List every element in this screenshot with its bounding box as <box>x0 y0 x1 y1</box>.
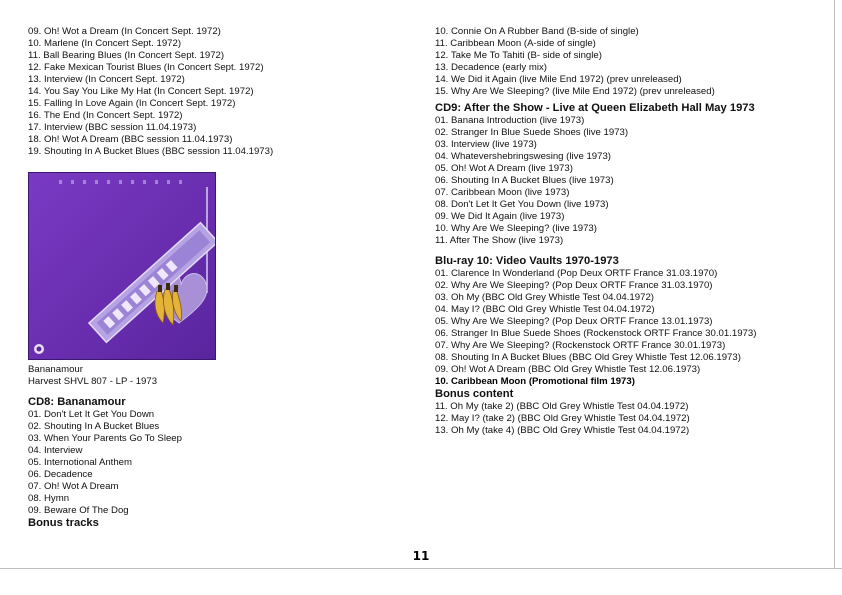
track-line: 08. Hymn <box>28 493 70 504</box>
album-cover-art <box>29 173 215 359</box>
track-line: 12. Take Me To Tahiti (B- side of single) <box>435 50 602 61</box>
right-column <box>435 26 830 437</box>
track-line: 01. Banana Introduction (live 1973) <box>435 115 585 126</box>
track-line: 12. May I? (take 2) (BBC Old Grey Whistle Test 04.04.1972) <box>435 413 690 424</box>
track-line: 08. Shouting In A Bucket Blues (BBC Old Grey Whistle Test 12.06.1973) <box>435 352 741 363</box>
track-line: 11. Ball Bearing Blues (In Concert Sept. 1972) <box>28 50 225 61</box>
track-line: 02. Shouting In A Bucket Blues <box>28 421 160 432</box>
track-line: 11. Oh My (take 2) (BBC Old Grey Whistle Test 04.04.1972) <box>435 401 689 412</box>
track-line: 13. Oh My (take 4) (BBC Old Grey Whistle Test 04.04.1972) <box>435 425 690 436</box>
track-line: 09. Oh! Wot A Dream (BBC Old Grey Whistle Test 12.06.1973) <box>435 364 701 375</box>
track-line: 09. Oh! Wot a Dream (In Concert Sept. 1972) <box>28 26 221 37</box>
album-cover-image <box>28 172 216 360</box>
track-line: 01. Clarence In Wonderland (Pop Deux ORTF France 31.03.1970) <box>435 268 718 279</box>
track-line: 03. Interview (live 1973) <box>435 139 537 150</box>
spacer <box>28 388 408 396</box>
track-line: 10. Caribbean Moon (Promotional film 1973) <box>435 376 635 387</box>
track-line: 07. Oh! Wot A Dream <box>28 481 119 492</box>
track-line: 11. Caribbean Moon (A-side of single) <box>435 38 596 49</box>
track-line: 14. You Say You Like My Hat (In Concert Sept. 1972) <box>28 86 254 97</box>
bluray10-bonus-heading: Bonus content <box>435 388 514 400</box>
right-top-tracklist <box>435 26 830 98</box>
track-line: 05. Why Are We Sleeping? (Pop Deux ORTF France 13.01.1973) <box>435 316 713 327</box>
track-line: 06. Stranger In Blue Suede Shoes (Rockenstock ORTF France 30.01.1973) <box>435 328 757 339</box>
track-line: 11. After The Show (live 1973) <box>435 235 564 246</box>
track-line: 04. Whatevershebringswesing (live 1973) <box>435 151 611 162</box>
track-line: 17. Interview (BBC session 11.04.1973) <box>28 122 197 133</box>
page-number: 11 <box>412 549 430 563</box>
track-line: 12. Fake Mexican Tourist Blues (In Concert Sept. 1972) <box>28 62 264 73</box>
track-line: 19. Shouting In A Bucket Blues (BBC session 11.04.1973) <box>28 146 274 157</box>
track-line: 14. We Did it Again (live Mile End 1972) (prev unreleased) <box>435 74 682 85</box>
track-line: 07. Caribbean Moon (live 1973) <box>435 187 570 198</box>
track-line: 02. Why Are We Sleeping? (Pop Deux ORTF France 31.03.1970) <box>435 280 713 291</box>
track-line: 10. Marlene (In Concert Sept. 1972) <box>28 38 182 49</box>
track-line: 06. Decadence <box>28 469 93 480</box>
cd8-bonus-heading: Bonus tracks <box>28 517 99 529</box>
track-line: 13. Interview (In Concert Sept. 1972) <box>28 74 185 85</box>
track-line: 06. Shouting In A Bucket Blues (live 1973) <box>435 175 614 186</box>
left-column <box>28 26 408 530</box>
track-line: 03. Oh My (BBC Old Grey Whistle Test 04.04.1972) <box>435 292 654 303</box>
track-line: 09. We Did It Again (live 1973) <box>435 211 565 222</box>
cd8-tracklist <box>28 409 408 517</box>
track-line: 13. Decadence (early mix) <box>435 62 547 73</box>
spacer <box>435 247 830 255</box>
track-line: 04. May I? (BBC Old Grey Whistle Test 04.04.1972) <box>435 304 655 315</box>
track-line: 02. Stranger In Blue Suede Shoes (live 1973) <box>435 127 629 138</box>
track-line: 15. Falling In Love Again (In Concert Sept. 1972) <box>28 98 236 109</box>
left-top-tracklist <box>28 26 408 158</box>
page-border-bottom <box>0 568 842 569</box>
track-line: 16. The End (In Concert Sept. 1972) <box>28 110 183 121</box>
bluray10-heading: Blu-ray 10: Video Vaults 1970-1973 <box>435 255 619 267</box>
track-line: 01. Don't Let It Get You Down <box>28 409 155 420</box>
bluray10-bonus-tracklist <box>435 401 830 437</box>
album-title: Bananamour <box>28 364 83 375</box>
track-line: 07. Why Are We Sleeping? (Rockenstock ORTF France 30.01.1973) <box>435 340 726 351</box>
track-line: 15. Why Are We Sleeping? (live Mile End 1972) (prev unreleased) <box>435 86 715 97</box>
bluray10-tracklist <box>435 268 830 388</box>
track-line: 04. Interview <box>28 445 83 456</box>
track-line: 10. Why Are We Sleeping? (live 1973) <box>435 223 597 234</box>
track-line: 18. Oh! Wot A Dream (BBC session 11.04.1973) <box>28 134 233 145</box>
track-line: 09. Beware Of The Dog <box>28 505 129 516</box>
track-line: 08. Don't Let It Get You Down (live 1973) <box>435 199 609 210</box>
cd8-heading: CD8: Bananamour <box>28 396 126 408</box>
cd9-tracklist <box>435 115 830 247</box>
track-line: 10. Connie On A Rubber Band (B-side of single) <box>435 26 639 37</box>
track-line: 05. Oh! Wot A Dream (live 1973) <box>435 163 573 174</box>
track-line: 03. When Your Parents Go To Sleep <box>28 433 182 444</box>
page-border-right <box>834 0 835 568</box>
album-info: Harvest SHVL 807 - LP - 1973 <box>28 376 158 387</box>
track-line: 05. Internotional Anthem <box>28 457 133 468</box>
cd9-heading: CD9: After the Show - Live at Queen Elizabeth Hall May 1973 <box>435 102 755 114</box>
